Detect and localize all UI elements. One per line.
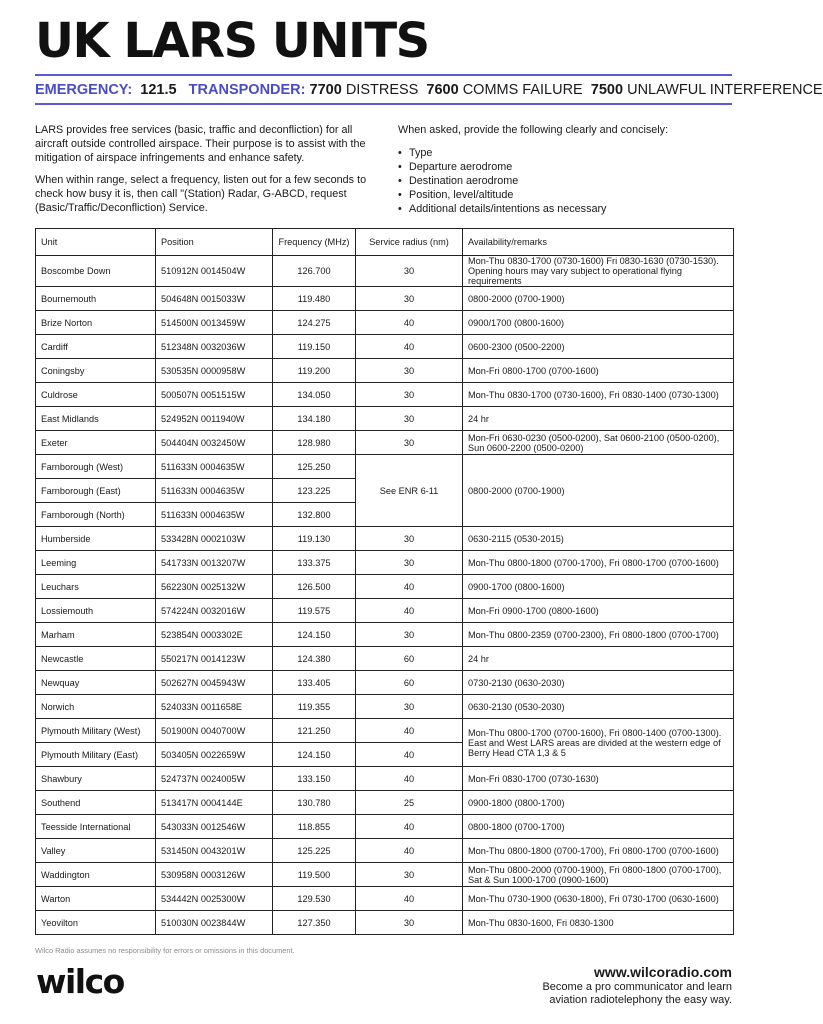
squawk-code: 7600 [426, 82, 459, 98]
tagline: Become a pro communicator and learn [542, 981, 732, 993]
position-cell: 513417N 0004144E [156, 791, 273, 815]
radius-cell: 40 [356, 839, 463, 863]
unit-cell: Warton [36, 887, 156, 911]
table-row [36, 431, 734, 455]
unit-cell: Marham [36, 623, 156, 647]
frequency-cell: 119.150 [273, 335, 356, 359]
unit-cell: Farnborough (East) [36, 479, 156, 503]
position-cell: 524952N 0011940W [156, 407, 273, 431]
remarks-cell: 0900-1800 (0800-1700) [463, 791, 734, 815]
remarks-cell: Mon-Thu 0800-1800 (0700-1700), Fri 0800-1700 (0700-1600) [463, 551, 734, 575]
remarks-cell: 0730-2130 (0630-2030) [463, 671, 734, 695]
frequency-cell: 124.380 [273, 647, 356, 671]
position-cell: 541733N 0013207W [156, 551, 273, 575]
table-row [36, 311, 734, 335]
frequency-cell: 128.980 [273, 431, 356, 455]
unit-cell: Brize Norton [36, 311, 156, 335]
position-cell: 503405N 0022659W [156, 743, 273, 767]
unit-cell: Coningsby [36, 359, 156, 383]
radius-cell: 30 [356, 383, 463, 407]
wilco-logo: wilco [36, 962, 124, 1001]
radius-cell: 40 [356, 599, 463, 623]
unit-cell: Humberside [36, 527, 156, 551]
remarks-cell: Mon-Thu 0830-1600, Fri 0830-1300 [463, 911, 734, 935]
radius-cell: 40 [356, 767, 463, 791]
unit-cell: Newcastle [36, 647, 156, 671]
unit-cell: Leuchars [36, 575, 156, 599]
position-cell: 504648N 0015033W [156, 287, 273, 311]
remarks-cell: Mon-Thu 0830-1700 (0730-1600), Fri 0830-1400 (0730-1300) [463, 383, 734, 407]
frequency-cell: 132.800 [273, 503, 356, 527]
intro-instructions: When asked, provide the following clearly and concisely: [398, 124, 669, 136]
radius-cell: 30 [356, 407, 463, 431]
frequency-cell: 125.225 [273, 839, 356, 863]
unit-cell: Shawbury [36, 767, 156, 791]
position-cell: 524033N 0011658E [156, 695, 273, 719]
table-row [36, 911, 734, 935]
column-header: Position [156, 229, 273, 256]
frequency-cell: 124.150 [273, 623, 356, 647]
table-row [36, 256, 734, 287]
list-item: • Additional details/intentions as necessary [398, 202, 728, 216]
squawk-code: 7500 [590, 82, 624, 98]
table-row [36, 863, 734, 887]
footer-info [542, 963, 732, 1007]
radius-cell: 30 [356, 863, 463, 887]
position-cell: 574224N 0032016W [156, 599, 273, 623]
frequency-cell: 119.500 [273, 863, 356, 887]
radius-cell: 25 [356, 791, 463, 815]
unit-cell: Waddington [36, 863, 156, 887]
table-row [36, 647, 734, 671]
table-row [36, 719, 734, 743]
tagline: aviation radiotelephony the easy way. [549, 994, 732, 1006]
unit-cell: Valley [36, 839, 156, 863]
table-row [36, 839, 734, 863]
lars-table [35, 228, 734, 935]
remarks-cell: Mon-Fri 0630-0230 (0500-0200), Sat 0600-2100 (0500-0200), Sun 0600-2200 (0500-0200) [463, 431, 734, 455]
radius-cell: 30 [356, 431, 463, 455]
position-cell: 511633N 0004635W [156, 503, 273, 527]
frequency-cell: 133.375 [273, 551, 356, 575]
radius-cell: 30 [356, 623, 463, 647]
position-cell: 500507N 0051515W [156, 383, 273, 407]
column-header: Frequency (MHz) [273, 229, 356, 256]
table-row [36, 695, 734, 719]
radius-cell: 40 [356, 719, 463, 743]
radius-cell: 30 [356, 287, 463, 311]
radius-cell: 30 [356, 527, 463, 551]
remarks-cell: 0800-2000 (0700-1900) [463, 455, 734, 527]
radius-cell: 30 [356, 256, 463, 287]
frequency-cell: 126.700 [273, 256, 356, 287]
intro-paragraph: LARS provides free services (basic, traffic and deconfliction) for all aircraft outside controlled airspace. Their purpose is to assist with the mitigation of airspace infringements and enhance safety. [35, 124, 366, 164]
table-row [36, 407, 734, 431]
top-divider [35, 74, 732, 76]
position-cell: 511633N 0004635W [156, 455, 273, 479]
frequency-cell: 118.855 [273, 815, 356, 839]
remarks-cell: Mon-Thu 0800-1700 (0700-1600), Fri 0800-1400 (0700-1300). East and West LARS areas are divided at the western edge of Berry Head CTA 1,3 & 5 [463, 719, 734, 767]
position-cell: 530958N 0003126W [156, 863, 273, 887]
remarks-cell: 0600-2300 (0500-2200) [463, 335, 734, 359]
remarks-cell: 0800-2000 (0700-1900) [463, 287, 734, 311]
bottom-divider [35, 103, 732, 105]
frequency-cell: 125.250 [273, 455, 356, 479]
radius-cell: 40 [356, 311, 463, 335]
transponder-label: TRANSPONDER: [188, 82, 306, 98]
radius-cell: 30 [356, 695, 463, 719]
unit-cell: Boscombe Down [36, 256, 156, 287]
remarks-cell: 24 hr [463, 407, 734, 431]
unit-cell: Culdrose [36, 383, 156, 407]
emergency-bar [35, 80, 823, 100]
squawk-description: DISTRESS [345, 82, 419, 98]
frequency-cell: 119.575 [273, 599, 356, 623]
emergency-frequency: 121.5 [140, 82, 177, 98]
table-row [36, 887, 734, 911]
position-cell: 533428N 0002103W [156, 527, 273, 551]
frequency-cell: 119.355 [273, 695, 356, 719]
table-row [36, 623, 734, 647]
unit-cell: Lossiemouth [36, 599, 156, 623]
list-item: • Type [398, 146, 728, 160]
unit-cell: Leeming [36, 551, 156, 575]
remarks-cell: 24 hr [463, 647, 734, 671]
unit-cell: Farnborough (North) [36, 503, 156, 527]
radius-cell: 30 [356, 359, 463, 383]
radius-cell: 40 [356, 887, 463, 911]
radius-cell: 60 [356, 647, 463, 671]
table-body [36, 256, 734, 935]
position-cell: 531450N 0043201W [156, 839, 273, 863]
position-cell: 530535N 0000958W [156, 359, 273, 383]
position-cell: 534442N 0025300W [156, 887, 273, 911]
frequency-cell: 124.275 [273, 311, 356, 335]
remarks-cell: 0800-1800 (0700-1700) [463, 815, 734, 839]
table-row [36, 527, 734, 551]
radius-cell: 40 [356, 335, 463, 359]
frequency-cell: 119.130 [273, 527, 356, 551]
remarks-cell: Mon-Thu 0800-2359 (0700-2300), Fri 0800-1800 (0700-1700) [463, 623, 734, 647]
table-row [36, 455, 734, 479]
remarks-cell: 0630-2130 (0530-2030) [463, 695, 734, 719]
emergency-label: EMERGENCY: [35, 82, 133, 98]
remarks-cell: Mon-Fri 0830-1700 (0730-1630) [463, 767, 734, 791]
remarks-cell: 0900/1700 (0800-1600) [463, 311, 734, 335]
table-row [36, 551, 734, 575]
column-header: Availability/remarks [463, 229, 734, 256]
position-cell: 550217N 0014123W [156, 647, 273, 671]
position-cell: 523854N 0003302E [156, 623, 273, 647]
remarks-cell: Mon-Thu 0830-1700 (0730-1600) Fri 0830-1630 (0730-1530). Opening hours may vary subject to operational flying requirements [463, 256, 734, 287]
info-list [398, 146, 728, 216]
radius-cell: 30 [356, 911, 463, 935]
list-item: • Departure aerodrome [398, 160, 728, 174]
unit-cell: Southend [36, 791, 156, 815]
unit-cell: Bournemouth [36, 287, 156, 311]
position-cell: 512348N 0032036W [156, 335, 273, 359]
unit-cell: Plymouth Military (West) [36, 719, 156, 743]
remarks-cell: 0900-1700 (0800-1600) [463, 575, 734, 599]
radius-cell: 40 [356, 575, 463, 599]
position-cell: 514500N 0013459W [156, 311, 273, 335]
remarks-cell: Mon-Fri 0800-1700 (0700-1600) [463, 359, 734, 383]
remarks-cell: Mon-Fri 0900-1700 (0800-1600) [463, 599, 734, 623]
remarks-cell: 0630-2115 (0530-2015) [463, 527, 734, 551]
position-cell: 562230N 0025132W [156, 575, 273, 599]
page-title: UK LARS UNITS [35, 13, 429, 69]
position-cell: 501900N 0040700W [156, 719, 273, 743]
squawk-description: UNLAWFUL INTERFERENCE [627, 82, 823, 98]
unit-cell: Yeovilton [36, 911, 156, 935]
unit-cell: Farnborough (West) [36, 455, 156, 479]
frequency-cell: 126.500 [273, 575, 356, 599]
list-item: • Position, level/altitude [398, 188, 728, 202]
table-header-row [36, 229, 734, 256]
column-header: Unit [36, 229, 156, 256]
position-cell: 511633N 0004635W [156, 479, 273, 503]
intro-right-column [398, 123, 728, 216]
table-row [36, 599, 734, 623]
intro-left-column [35, 123, 370, 223]
position-cell: 502627N 0045943W [156, 671, 273, 695]
column-header: Service radius (nm) [356, 229, 463, 256]
frequency-cell: 119.480 [273, 287, 356, 311]
unit-cell: East Midlands [36, 407, 156, 431]
unit-cell: Cardiff [36, 335, 156, 359]
frequency-cell: 119.200 [273, 359, 356, 383]
unit-cell: Newquay [36, 671, 156, 695]
frequency-cell: 123.225 [273, 479, 356, 503]
unit-cell: Exeter [36, 431, 156, 455]
table-row [36, 287, 734, 311]
radius-cell: 40 [356, 815, 463, 839]
table-row [36, 335, 734, 359]
frequency-cell: 134.050 [273, 383, 356, 407]
disclaimer: Wilco Radio assumes no responsibility for errors or omissions in this document. [35, 946, 295, 955]
frequency-cell: 124.150 [273, 743, 356, 767]
position-cell: 510030N 0023844W [156, 911, 273, 935]
frequency-cell: 134.180 [273, 407, 356, 431]
unit-cell: Teesside International [36, 815, 156, 839]
position-cell: 543033N 0012546W [156, 815, 273, 839]
website-link[interactable]: www.wilcoradio.com [594, 964, 732, 980]
unit-cell: Norwich [36, 695, 156, 719]
table-row [36, 671, 734, 695]
intro-paragraph: When within range, select a frequency, listen out for a few seconds to check how busy it is, then call "(Station) Radar, G-ABCD, request (Basic/Traffic/Deconfliction) Service. [35, 174, 367, 214]
position-cell: 510912N 0014504W [156, 256, 273, 287]
frequency-cell: 130.780 [273, 791, 356, 815]
table-row [36, 767, 734, 791]
remarks-cell: Mon-Thu 0730-1900 (0630-1800), Fri 0730-1700 (0630-1600) [463, 887, 734, 911]
table-row [36, 575, 734, 599]
radius-cell: 60 [356, 671, 463, 695]
remarks-cell: Mon-Thu 0800-1800 (0700-1700), Fri 0800-1700 (0700-1600) [463, 839, 734, 863]
position-cell: 504404N 0032450W [156, 431, 273, 455]
squawk-description: COMMS FAILURE [462, 82, 583, 98]
remarks-cell: Mon-Thu 0800-2000 (0700-1900), Fri 0800-1800 (0700-1700), Sat & Sun 1000-1700 (0900-1600) [463, 863, 734, 887]
table-row [36, 383, 734, 407]
radius-cell: See ENR 6-11 [356, 455, 463, 527]
unit-cell: Plymouth Military (East) [36, 743, 156, 767]
list-item: • Destination aerodrome [398, 174, 728, 188]
table-row [36, 359, 734, 383]
position-cell: 524737N 0024005W [156, 767, 273, 791]
table-row [36, 791, 734, 815]
frequency-cell: 121.250 [273, 719, 356, 743]
frequency-cell: 129.530 [273, 887, 356, 911]
radius-cell: 30 [356, 551, 463, 575]
table-row [36, 815, 734, 839]
frequency-cell: 133.405 [273, 671, 356, 695]
frequency-cell: 133.150 [273, 767, 356, 791]
radius-cell: 40 [356, 743, 463, 767]
squawk-code: 7700 [309, 82, 342, 98]
frequency-cell: 127.350 [273, 911, 356, 935]
